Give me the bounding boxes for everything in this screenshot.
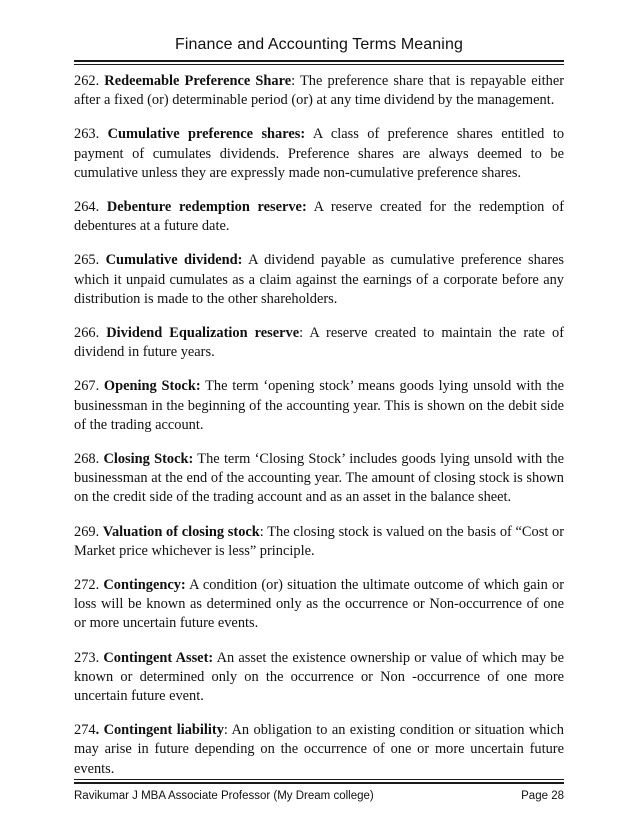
term-entry: 265. Cumulative dividend: A dividend payable as cumulative preference shares which it unpaid cumulates as a claim against the earnings of a corporate before any distribution is made to the other shareholders. bbox=[74, 252, 564, 307]
term-name: Cumulative preference shares: bbox=[107, 126, 306, 143]
term-definition: An asset the existence ownership or value of which may be known or determined only on the occurrence or Non -occurrence of one more uncertain future event. bbox=[74, 649, 564, 705]
term-name: Contingency: bbox=[103, 577, 186, 594]
header-rule-thin bbox=[74, 64, 564, 65]
page-number: Page 28 bbox=[521, 790, 564, 802]
term-definition: A condition (or) situation the ultimate outcome of which gain or loss will be known as determined only as the occurrence or Non-occurrence of one or more uncertain future events. bbox=[74, 577, 565, 632]
body-text bbox=[74, 72, 564, 794]
footer-rule bbox=[74, 782, 564, 784]
term-definition: A reserve created for the redemption of debentures at a future date. bbox=[74, 199, 565, 235]
term-definition: A reserve created to maintain the rate of dividend in future years. bbox=[74, 325, 565, 361]
term-entry: 266. Dividend Equalization reserve: A reserve created to maintain the rate of dividend in future years. bbox=[74, 325, 565, 361]
page-header-title: Finance and Accounting Terms Meaning bbox=[175, 36, 463, 53]
term-name: . Contingent liability bbox=[95, 722, 224, 739]
term-definition: The preference share that is repayable either after a fixed (or) determinable period (or) at any time dividend by the management. bbox=[74, 73, 564, 109]
term-name: Valuation of closing stock bbox=[102, 523, 260, 540]
footer-author: Ravikumar J MBA Associate Professor (My Dream college) bbox=[74, 790, 374, 802]
term-name: Debenture redemption reserve: bbox=[106, 199, 307, 216]
term-name: Opening Stock: bbox=[103, 378, 201, 395]
term-entry: 262. Redeemable Preference Share: The preference share that is repayable either after a fixed (or) determinable period (or) at any time dividend by the management. bbox=[74, 73, 564, 109]
term-entry: 272. Contingency: A condition (or) situation the ultimate outcome of which gain or loss will be known as determined only as the occurrence or Non-occurrence of one or more uncertain future events. bbox=[74, 577, 565, 632]
term-entry: 264. Debenture redemption reserve: A reserve created for the redemption of debentures at a future date. bbox=[74, 199, 565, 235]
header-rule bbox=[74, 60, 564, 62]
term-name: Closing Stock: bbox=[103, 451, 194, 468]
footer-rule-thin bbox=[74, 779, 564, 780]
term-definition: A dividend payable as cumulative preference shares which it unpaid cumulates as a claim against the earnings of a corporate before any distribution is made to the other shareholders. bbox=[74, 252, 564, 307]
term-name: Contingent Asset: bbox=[103, 649, 214, 666]
term-name: Dividend Equalization reserve bbox=[106, 325, 300, 342]
term-name: Cumulative dividend: bbox=[105, 252, 243, 269]
term-definition: An obligation to an existing condition or situation which may arise in future depending on the occurrence of one or more uncertain future events. bbox=[74, 722, 564, 777]
term-entry: 268. Closing Stock: The term ‘Closing Stock’ includes goods lying unsold with the businessman at the end of the accounting year. The amount of closing stock is shown on the credit side of the trading account and as an asset in the balance sheet. bbox=[74, 451, 564, 506]
term-definition: The closing stock is valued on the basis of “Cost or Market price whichever is less” principle. bbox=[74, 523, 565, 559]
term-definition: The term ‘Closing Stock’ includes goods lying unsold with the businessman at the end of the accounting year. The amount of closing stock is shown on the credit side of the trading account and as an asset in the balance sheet. bbox=[74, 451, 564, 506]
term-definition: A class of preference shares entitled to payment of cumulates dividends. Preference shares are always deemed to be cumulative unless they are expressly made non-cumulative preference shares. bbox=[74, 126, 565, 181]
term-entry: 263. Cumulative preference shares: A class of preference shares entitled to payment of cumulates dividends. Preference shares are always deemed to be cumulative unless they are expressly made non-cumulative preference shares. bbox=[74, 126, 565, 181]
term-entry: 274. Contingent liability: An obligation to an existing condition or situation which may arise in future depending on the occurrence of one or more uncertain future events. bbox=[74, 722, 564, 777]
term-entry: 267. Opening Stock: The term ‘opening stock’ means goods lying unsold with the businessman in the beginning of the accounting year. This is shown on the debit side of the trading account. bbox=[74, 378, 565, 433]
term-entry: 269. Valuation of closing stock: The closing stock is valued on the basis of “Cost or Market price whichever is less” principle. bbox=[74, 523, 565, 559]
term-name: Redeemable Preference Share bbox=[104, 73, 292, 89]
term-entry: 273. Contingent Asset: An asset the existence ownership or value of which may be known or determined only on the occurrence or Non -occurrence of one more uncertain future event. bbox=[74, 649, 564, 705]
term-definition: The term ‘opening stock’ means goods lying unsold with the businessman in the beginning of the accounting year. This is shown on the debit side of the trading account. bbox=[74, 378, 565, 433]
